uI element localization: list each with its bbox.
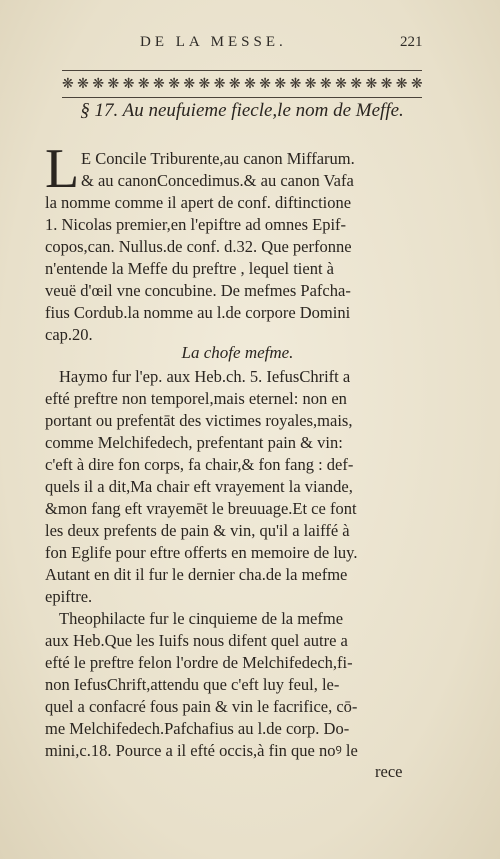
text-line: portant ou prefentāt des victimes royales,mais, <box>45 411 353 430</box>
text-line: c'eft à dire fon corps, fa chair,& fon fang : def- <box>45 455 354 474</box>
ornament-glyph: ❋ <box>183 76 195 92</box>
ornament-glyph: ❋ <box>289 76 301 92</box>
text-line: la nomme comme il apert de conf. diftinctione <box>45 193 352 212</box>
ornament-glyph: ❋ <box>410 76 422 92</box>
text-line: comme Melchifedech, prefentant pain & vin: <box>45 433 343 452</box>
text-line: quels il a dit,Ma chair eft vrayement la viande, <box>45 477 353 496</box>
text-line: Autant en dit il fur le dernier cha.de la mefme <box>45 565 348 584</box>
text-line: n'entende la Meffe du preftre , lequel tient à <box>45 259 334 278</box>
text-line: &mon fang eft vrayemēt le breuuage.Et ce font <box>45 499 357 518</box>
text-line: E Concile Triburente,au canon Miffarum. <box>81 149 355 168</box>
ornament-glyph: ❋ <box>153 76 164 92</box>
text-line: Haymo fur l'ep. aux Heb.ch. 5. IefusChrift a <box>59 367 351 386</box>
ornament-glyph: ❋ <box>304 76 316 92</box>
text-line: Theophilacte fur le cinquieme de la mefme <box>59 609 344 628</box>
ornament-glyph: ❋ <box>228 76 240 92</box>
page-number: 221 <box>400 34 423 50</box>
ornament-glyph: ❋ <box>335 76 346 92</box>
ornament-glyph: ❋ <box>274 76 286 92</box>
ornamental-band <box>62 70 422 98</box>
text-line: & au canonConcedimus.& au canon Vafa <box>81 171 354 190</box>
text-line: efté preftre non temporel,mais eternel: non en <box>45 389 347 408</box>
running-title: DE LA MESSE. <box>140 34 287 50</box>
drop-cap: L <box>45 138 80 200</box>
sub-heading: La chofe mefme. <box>181 343 294 362</box>
ornament-glyph: ❋ <box>92 76 104 92</box>
ornament-glyph: ❋ <box>107 76 119 92</box>
text-line: aux Heb.Que les Iuifs nous difent quel autre a <box>45 631 348 650</box>
ornament-glyph: ❋ <box>365 76 377 92</box>
paragraph-2 <box>45 366 430 608</box>
text-line: les deux prefents de pain & vin, qu'il a laiffé à <box>45 521 350 540</box>
ornament-glyph: ❋ <box>395 76 407 92</box>
ornament-glyph: ❋ <box>319 76 331 92</box>
ornament-glyph: ❋ <box>380 76 392 92</box>
text-line: mini,c.18. Pource a il efté occis,à fin que noꝰ le <box>45 741 358 760</box>
ornament-glyph: ❋ <box>244 76 255 92</box>
ornament-glyph: ❋ <box>77 76 88 92</box>
text-line: non IefusChrift,attendu que c'eft luy feul, le- <box>45 675 340 694</box>
ornament-glyph: ❋ <box>198 76 210 92</box>
ornament-glyph: ❋ <box>259 76 270 92</box>
text-line: 1. Nicolas premier,en l'epiftre ad omnes Epif- <box>45 215 347 234</box>
text-line: veuë d'œil vne concubine. De mefmes Pafcha- <box>45 281 351 300</box>
paragraph-3 <box>45 608 430 762</box>
text-line: fon Eglife pour eftre offerts en memoire de luy. <box>45 543 358 562</box>
ornament-glyph: ❋ <box>168 76 179 92</box>
paragraph-1 <box>45 148 430 346</box>
ornament-glyph: ❋ <box>122 76 134 92</box>
catchword: rece <box>375 762 403 781</box>
ornament-glyph: ❋ <box>62 76 73 92</box>
page-header <box>0 34 500 56</box>
text-line: fius Cordub.la nomme au l.de corpore Domini <box>45 303 351 322</box>
text-line: cap.20. <box>45 325 93 344</box>
section-heading: § 17. Au neufuieme fiecle,le nom de Meffe. <box>80 100 404 121</box>
text-line: efté le preftre felon l'ordre de Melchifedech,fi- <box>45 653 353 672</box>
text-line: quel a confacré fous pain & vin le facrifice, cō- <box>45 697 358 716</box>
ornament-glyph: ❋ <box>350 76 361 92</box>
text-line: copos,can. Nullus.de conf. d.32. Que perfonne <box>45 237 352 256</box>
text-line: me Melchifedech.Pafchafius au l.de corp. Do- <box>45 719 350 738</box>
ornament-glyph: ❋ <box>137 76 149 92</box>
ornament-glyph: ❋ <box>213 76 225 92</box>
text-line: epiftre. <box>45 587 93 606</box>
